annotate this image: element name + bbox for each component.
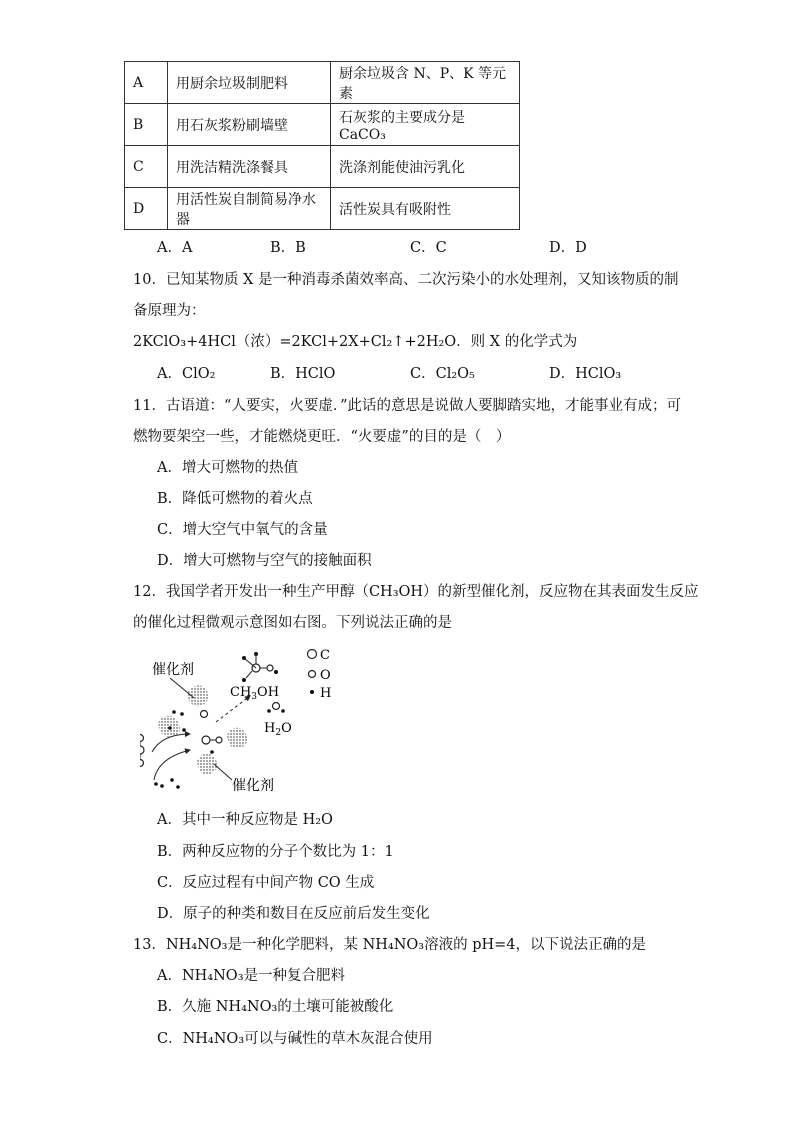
row-key: C	[125, 146, 168, 188]
legend-h: H	[320, 686, 332, 701]
product-label-ch3oh: $CH_3OH$	[230, 685, 280, 702]
row-reason: 活性炭具有吸附性	[331, 188, 520, 230]
row-practice: 用厨余垃圾制肥料	[168, 62, 331, 104]
table-row	[125, 62, 520, 104]
catalyst-label-top: 催化剂	[152, 662, 194, 678]
q10-stem-line1: 10．已知某物质 X 是一种消毒杀菌效率高、二次污染小的水处理剂，又知该物质的制	[133, 272, 679, 288]
q9-choice-a: A．A	[157, 240, 193, 256]
catalyst-blob	[227, 728, 247, 749]
q11-choice-d: D．增大可燃物与空气的接触面积	[157, 553, 372, 569]
product-label-h2o: $H_2O$	[264, 721, 292, 738]
options-table	[124, 61, 520, 230]
row-key: B	[125, 104, 168, 146]
q10-choice-c: C．Cl₂O₅	[410, 366, 475, 382]
q12-choice-d: D．原子的种类和数目在反应前后发生变化	[157, 906, 430, 922]
q11-choice-c: C．增大空气中氧气的含量	[157, 522, 328, 538]
q12-stem-line2: 的催化过程微观示意图如右图。下列说法正确的是	[133, 615, 452, 631]
q9-choice-d: D．D	[549, 240, 587, 256]
catalyst-label-bottom: 催化剂	[232, 778, 274, 794]
catalyst-blob	[187, 685, 208, 706]
q13-stem: 13．NH₄NO₃是一种化学肥料，某 NH₄NO₃溶液的 pH=4，以下说法正确的是	[133, 937, 647, 953]
q11-stem-line1: 11．古语道：“人要实，火要虚．”此话的意思是说做人要脚踏实地，才能事业有成；可	[133, 398, 682, 414]
row-reason: 石灰浆的主要成分是 CaCO₃	[331, 104, 520, 146]
q9-choice-b: B．B	[270, 240, 306, 256]
row-reason: 厨余垃圾含 N、P、K 等元素	[331, 62, 520, 104]
q12-choice-c: C．反应过程有中间产物 CO 生成	[157, 875, 375, 891]
q10-stem-line2: 备原理为：	[133, 303, 206, 319]
q13-choice-a: A．NH₄NO₃是一种复合肥料	[157, 968, 346, 984]
table-row	[125, 146, 520, 188]
row-reason: 洗涤剂能使油污乳化	[331, 146, 520, 188]
catalysis-diagram	[140, 640, 360, 800]
row-practice: 用洗洁精洗涤餐具	[168, 146, 331, 188]
q13-choice-c: C．NH₄NO₃可以与碱性的草木灰混合使用	[157, 1031, 433, 1047]
q10-choice-b: B．HClO	[270, 366, 336, 382]
q12-choice-b: B．两种反应物的分子个数比为 1：1	[157, 844, 394, 860]
q11-choice-b: B．降低可燃物的着火点	[157, 491, 313, 507]
legend-c: C	[320, 648, 330, 663]
q12-stem-line1: 12．我国学者开发出一种生产甲醇（CH₃OH）的新型催化剂，反应物在其表面发生反应	[133, 584, 699, 600]
q10-choice-a: A．ClO₂	[157, 366, 216, 382]
row-practice: 用活性炭自制简易净水器	[168, 188, 331, 230]
q10-equation: 2KClO₃+4HCl（浓）=2KCl+2X+Cl₂↑+2H₂O．则 X 的化学式为	[133, 334, 578, 350]
q10-choice-d: D．HClO₃	[549, 366, 622, 382]
q12-choice-a: A．其中一种反应物是 H₂O	[157, 812, 333, 828]
row-practice: 用石灰浆粉刷墙壁	[168, 104, 331, 146]
row-key: A	[125, 62, 168, 104]
legend-o: O	[320, 668, 331, 683]
q9-choice-c: C．C	[410, 240, 447, 256]
q13-choice-b: B．久施 NH₄NO₃的土壤可能被酸化	[157, 999, 394, 1015]
table-row	[125, 188, 520, 230]
q11-choice-a: A．增大可燃物的热值	[157, 460, 298, 476]
q11-stem-line2: 燃物要架空一些，才能燃烧更旺．“火要虚”的目的是（ ）	[133, 429, 511, 445]
table-row	[125, 104, 520, 146]
row-key: D	[125, 188, 168, 230]
